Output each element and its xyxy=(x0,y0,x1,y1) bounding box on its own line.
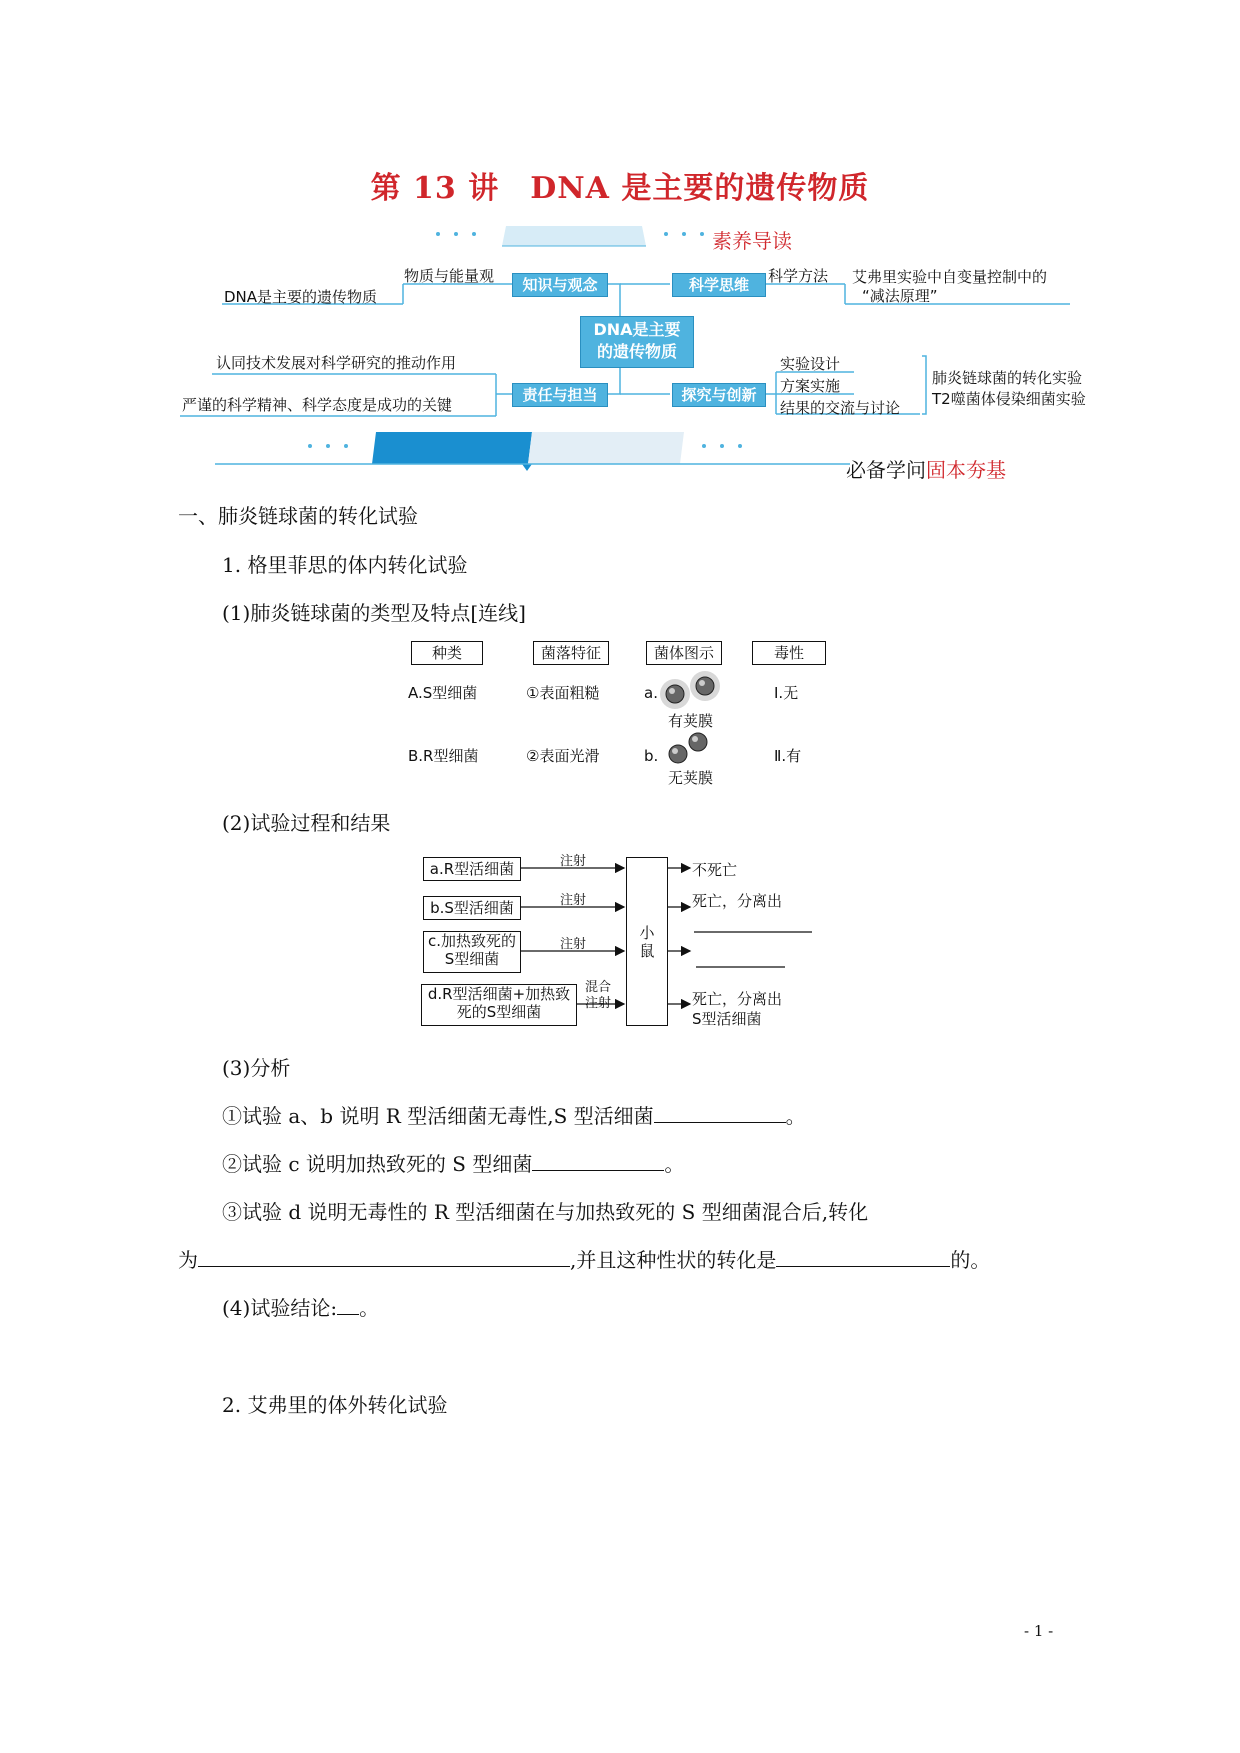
node-knowledge: 知识与观念 xyxy=(512,273,608,297)
table-header-toxicity: 毒性 xyxy=(752,641,826,665)
row-a-colony: ①表面粗糙 xyxy=(526,684,600,702)
explore-sub-1: 实验设计 xyxy=(780,355,841,373)
mindmap-center-line2: 的遗传物质 xyxy=(596,342,677,361)
science-sub: 科学方法 xyxy=(768,267,829,285)
knowledge-sub: 物质与能量观 xyxy=(404,267,495,285)
analysis-3-blank-1[interactable] xyxy=(198,1248,570,1267)
exp-box-a: a.R型活细菌 xyxy=(423,857,521,881)
inject-label-a: 注射 xyxy=(560,854,587,869)
inject-label-c: 注射 xyxy=(560,937,587,952)
row-b-toxicity: Ⅱ.有 xyxy=(774,747,802,765)
mindmap-center-line1: DNA是主要 xyxy=(593,320,681,339)
guide-heading: 素养导读 xyxy=(712,229,792,253)
analysis-3-blank-2[interactable] xyxy=(776,1248,950,1267)
analysis-2 xyxy=(222,1148,684,1177)
question-4 xyxy=(222,1292,379,1321)
exp-box-d-line1: d.R型活细菌+加热致 xyxy=(427,985,571,1003)
banner-red-text: 固本夯基 xyxy=(926,458,1006,482)
result-d-line1: 死亡，分离出 xyxy=(692,990,783,1008)
row-a-fig-label: a. xyxy=(644,684,658,702)
subheading-2: 2. 艾弗里的体外转化试验 xyxy=(222,1393,448,1417)
row-a-toxicity: Ⅰ.无 xyxy=(774,684,799,702)
explore-sub-2: 方案实施 xyxy=(780,377,841,395)
question-4-blank[interactable] xyxy=(337,1296,359,1315)
node-science: 科学思维 xyxy=(672,273,766,297)
result-a: 不死亡 xyxy=(692,861,738,879)
question-4-end: 。 xyxy=(359,1296,380,1320)
mix-label-1: 混合 xyxy=(585,980,612,995)
analysis-3-line2 xyxy=(178,1244,990,1273)
mix-label-2: 注射 xyxy=(585,996,612,1011)
banner-black-text: 必备学问 xyxy=(846,458,926,482)
resp-leaf-1: 认同技术发展对科学研究的推动作用 xyxy=(216,354,457,372)
explore-leaf-1: 肺炎链球菌的转化实验 xyxy=(932,369,1083,387)
row-b-type: B.R型细菌 xyxy=(408,747,479,765)
analysis-1-blank[interactable] xyxy=(654,1104,786,1123)
node-explore: 探究与创新 xyxy=(672,383,766,407)
row-b-colony: ②表面光滑 xyxy=(526,747,600,765)
exp-box-c-line1: c.加热致死的 xyxy=(427,932,517,950)
resp-leaf-2: 严谨的科学精神、科学态度是成功的关键 xyxy=(182,396,453,414)
table-header-type: 种类 xyxy=(411,641,483,665)
inject-label-b: 注射 xyxy=(560,893,587,908)
exp-box-d-line2: 死的S型细菌 xyxy=(456,1003,542,1021)
question-1: (1)肺炎链球菌的类型及特点[连线] xyxy=(222,601,526,625)
subheading-1: 1. 格里菲思的体内转化试验 xyxy=(222,553,468,577)
mouse-label-1: 小 xyxy=(639,924,655,942)
question-2: (2)试验过程和结果 xyxy=(222,811,391,835)
page-number: - 1 - xyxy=(1024,1622,1054,1640)
node-responsibility: 责任与担当 xyxy=(512,383,608,407)
analysis-2-end: 。 xyxy=(664,1152,685,1176)
science-leaf-1: 艾弗里实验中自变量控制中的 xyxy=(852,268,1048,286)
mouse-label-2: 鼠 xyxy=(639,942,655,960)
analysis-2-blank[interactable] xyxy=(532,1152,664,1171)
row-b-fig-label: b. xyxy=(644,747,659,765)
explore-leaf-2: T2噬菌体侵染细菌实验 xyxy=(932,390,1086,408)
result-d-line2: S型活细菌 xyxy=(692,1010,762,1028)
table-header-colony: 菌落特征 xyxy=(533,641,609,665)
analysis-1-text: ①试验 a、b 说明 R 型活细菌无毒性,S 型活细菌 xyxy=(222,1104,654,1128)
knowledge-leaf: DNA是主要的遗传物质 xyxy=(224,288,378,306)
page-title: 第 13 讲 DNA 是主要的遗传物质 xyxy=(370,171,870,206)
result-b: 死亡，分离出 xyxy=(692,892,783,910)
section-heading-1: 一、肺炎链球菌的转化试验 xyxy=(178,504,418,528)
row-a-fig-caption: 有荚膜 xyxy=(668,712,714,730)
exp-box-c-line2: S型细菌 xyxy=(444,950,500,968)
analysis-3-pre: 为 xyxy=(178,1248,198,1272)
analysis-1 xyxy=(222,1100,806,1129)
question-3: (3)分析 xyxy=(222,1056,291,1080)
analysis-3-line1: ③试验 d 说明无毒性的 R 型活细菌在与加热致死的 S 型细菌混合后,转化 xyxy=(222,1200,869,1224)
row-b-fig-caption: 无荚膜 xyxy=(668,769,714,787)
analysis-1-end: 。 xyxy=(785,1104,806,1128)
explore-sub-3: 结果的交流与讨论 xyxy=(780,399,901,417)
analysis-3-mid: ,并且这种性状的转化是 xyxy=(570,1248,777,1272)
science-leaf-2: “减法原理” xyxy=(862,287,938,305)
exp-box-b: b.S型活细菌 xyxy=(423,896,521,920)
table-header-figure: 菌体图示 xyxy=(646,641,722,665)
analysis-2-text: ②试验 c 说明加热致死的 S 型细菌 xyxy=(222,1152,533,1176)
question-4-text: (4)试验结论: xyxy=(222,1296,338,1320)
analysis-3-end: 的。 xyxy=(950,1248,991,1272)
row-a-type: A.S型细菌 xyxy=(408,684,478,702)
